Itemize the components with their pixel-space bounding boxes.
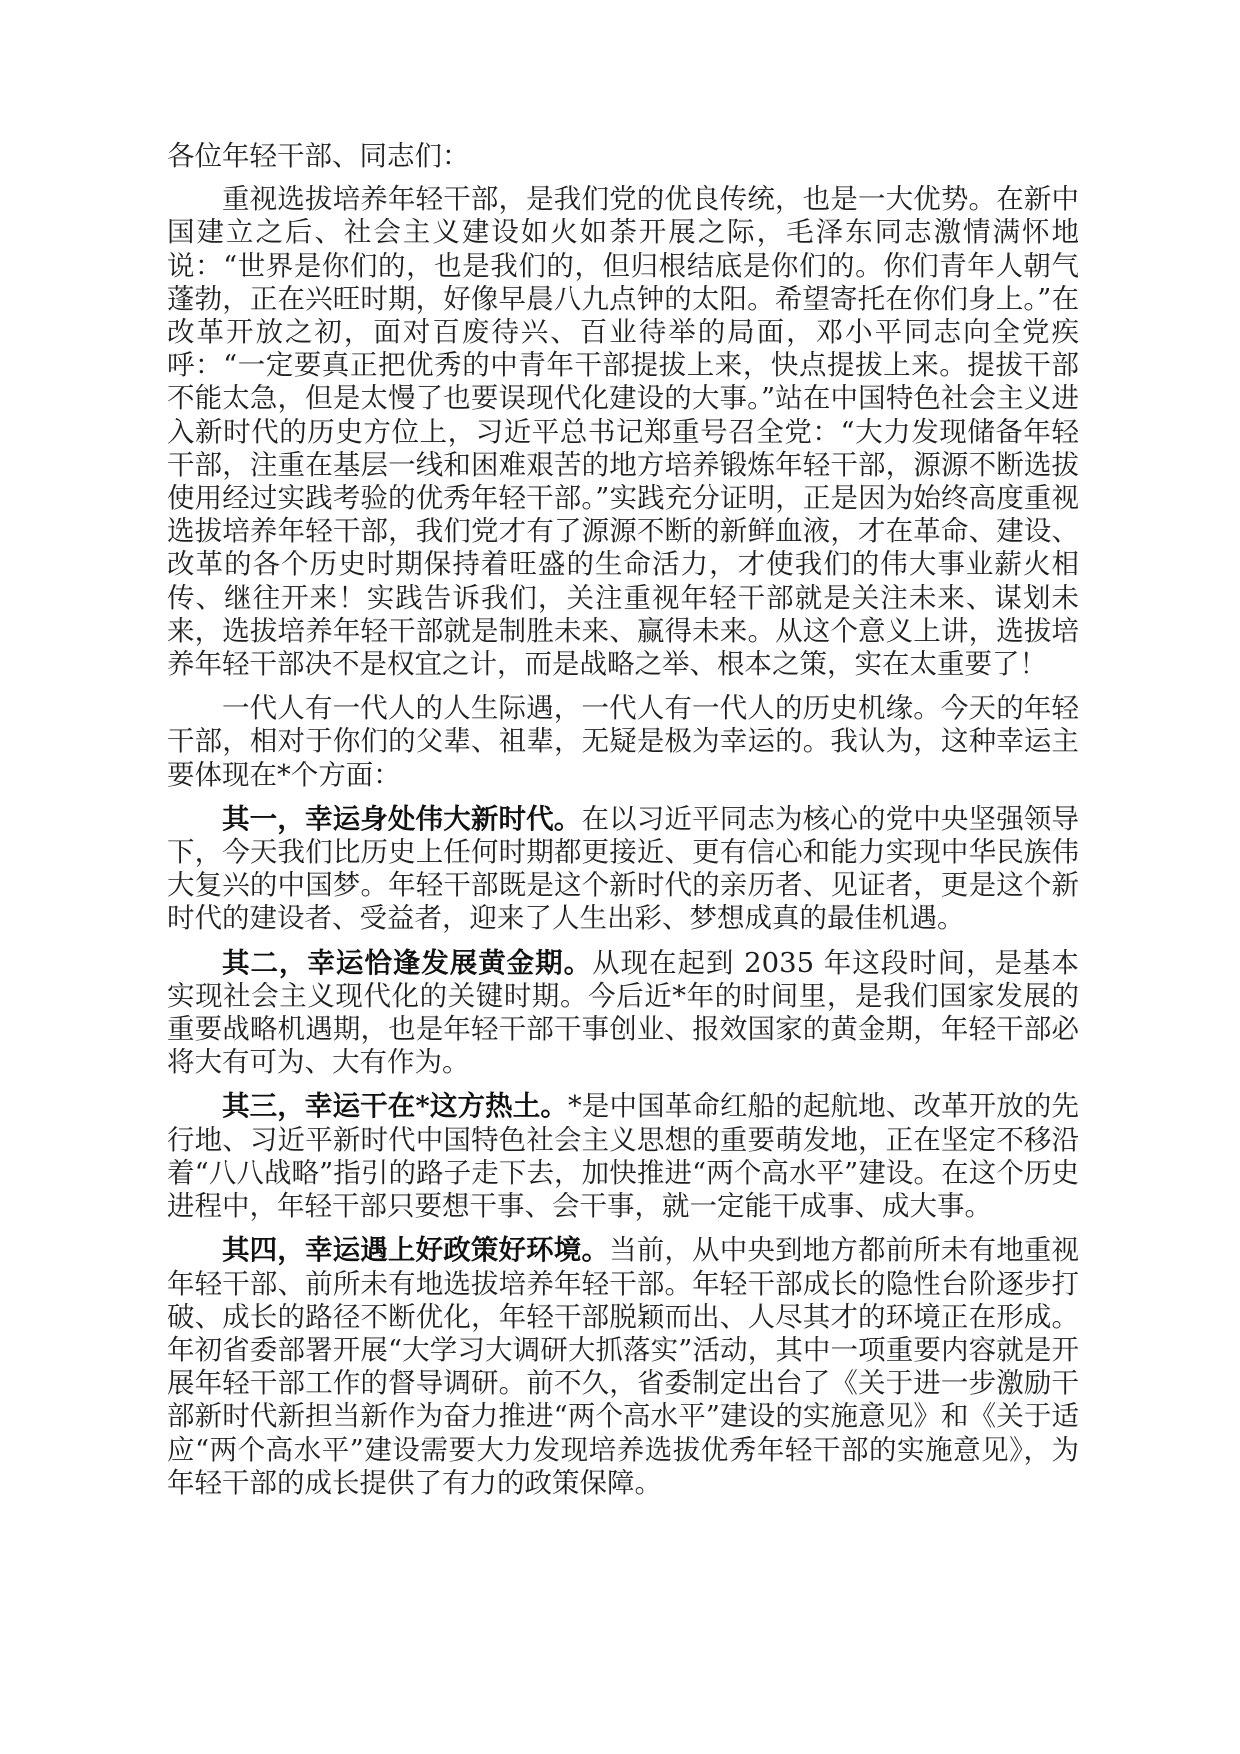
paragraph-text: 一代人有一代人的人生际遇，一代人有一代人的历史机缘。今天的年轻干部，相对于你们的父辈、祖辈，无疑是极为幸运的。我认为，这种幸运主要体现在*个方面： <box>167 692 1079 791</box>
paragraph-generation <box>167 692 1079 792</box>
salutation: 各位年轻干部、同志们： <box>167 140 470 172</box>
paragraph-point-3 <box>167 1090 1079 1223</box>
document-page <box>167 140 1079 1511</box>
paragraph-intro <box>167 183 1079 681</box>
paragraph-text: 在以习近平同志为核心的党中央坚强领导下，今天我们比历史上任何时期都更接近、更有信心和能力实现中华民族伟大复兴的中国梦。年轻干部既是这个新时代的亲历者、见证者，更是这个新时代的建设者、受益者，迎来了人生出彩、梦想成真的最佳机遇。 <box>167 802 1080 935</box>
paragraph-lead-heading: 其二，幸运恰逢发展黄金期。 <box>222 946 593 979</box>
paragraph-text: 当前，从中央到地方都前所未有地重视年轻干部、前所未有地选拔培养年轻干部。年轻干部成长的隐性台阶逐步打破、成长的路径不断优化，年轻干部脱颖而出、人尽其才的环境正在形成。年初省委部署开展“大学习大调研大抓落实”活动，其中一项重要内容就是开展年轻干部工作的督导调研。前不久，省委制定出台了《关于进一步激励干部新时代新担当新作为奋力推进“两个高水平”建设的实施意见》和《关于适应“两个高水平”建设需要大力发现培养选拔优秀年轻干部的实施意见》，为年轻干部的成长提供了有力的政策保障。 <box>167 1234 1080 1499</box>
paragraph-lead-heading: 其一，幸运身处伟大新时代。 <box>222 802 582 835</box>
paragraph-point-1 <box>167 803 1079 936</box>
paragraph-lead-heading: 其三，幸运干在*这方热土。 <box>222 1090 568 1123</box>
paragraph-point-4 <box>167 1234 1079 1500</box>
paragraph-text: 从现在起到 2035 年这段时间，是基本实现社会主义现代化的关键时期。今后近*年的时间里，是我们国家发展的重要战略机遇期，也是年轻干部干事创业、报效国家的黄金期，年轻干部必将大有可为、大有作为。 <box>167 946 1080 1079</box>
paragraph-text: 重视选拔培养年轻干部，是我们党的优良传统，也是一大优势。在新中国建立之后、社会主义建设如火如荼开展之际，毛泽东同志激情满怀地说：“世界是你们的，也是我们的，但归根结底是你们的。你们青年人朝气蓬勃，正在兴旺时期，好像早晨八九点钟的太阳。希望寄托在你们身上。”在改革开放之初，面对百废待兴、百业待举的局面，邓小平同志向全党疾呼：“一定要真正把优秀的中青年干部提拔上来，快点提拔上来。提拔干部不能太急，但是太慢了也要误现代化建设的大事。”站在中国特色社会主义进入新时代的历史方位上，习近平总书记郑重号召全党：“大力发现储备年轻干部，注重在基层一线和困难艰苦的地方培养锻炼年轻干部，源源不断选拔使用经过实践考验的优秀年轻干部。”实践充分证明，正是因为始终高度重视选拔培养年轻干部，我们党才有了源源不断的新鲜血液，才在革命、建设、改革的各个历史时期保持着旺盛的生命活力，才使我们的伟大事业薪火相传、继往开来！实践告诉我们，关注重视年轻干部就是关注未来、谋划未来，选拔培养年轻干部就是制胜未来、赢得未来。从这个意义上讲，选拔培养年轻干部决不是权宜之计，而是战略之举、根本之策，实在太重要了！ <box>167 183 1079 681</box>
paragraph-point-2 <box>167 947 1079 1080</box>
paragraph-lead-heading: 其四，幸运遇上好政策好环境。 <box>222 1234 610 1267</box>
paragraph-text: *是中国革命红船的起航地、改革开放的先行地、习近平新时代中国特色社会主义思想的重要萌发地，正在坚定不移沿着“八八战略”指引的路子走下去，加快推进“两个高水平”建设。在这个历史进程中，年轻干部只要想干事、会干事，就一定能干成事、成大事。 <box>167 1090 1079 1223</box>
